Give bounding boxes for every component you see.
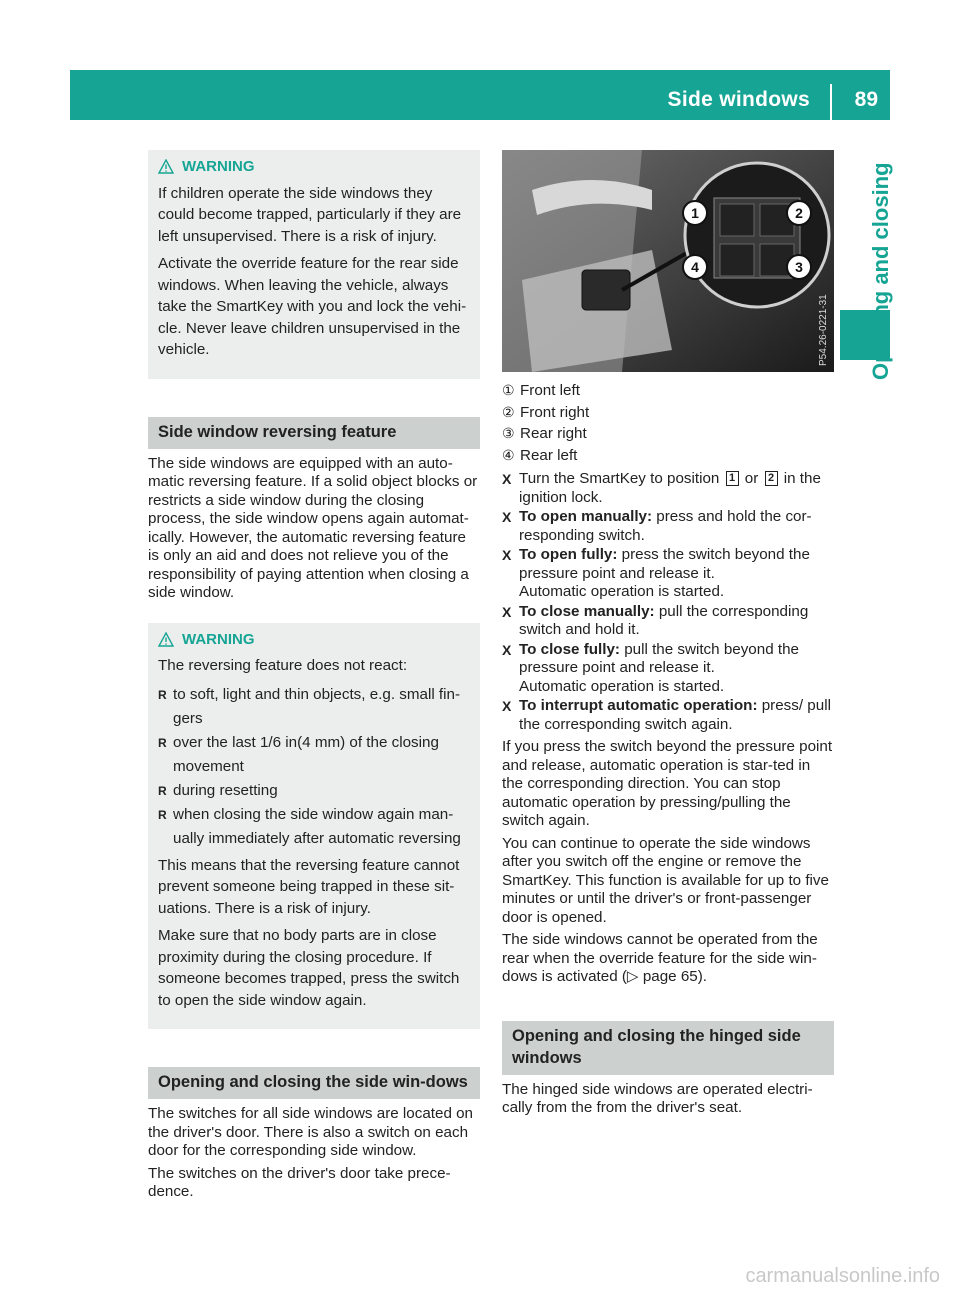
header-title: Side windows — [667, 88, 810, 111]
callout-2: 2 — [795, 205, 803, 221]
step-arrow-icon: X — [502, 547, 512, 563]
warning-label: WARNING — [182, 158, 255, 175]
photo-code: P54.26-0221-31 — [818, 294, 829, 366]
key-position-1: 1 — [726, 471, 739, 486]
list-item: R during resetting — [158, 781, 278, 799]
warning-text: The reversing feature does not react: — [158, 657, 408, 674]
right-column — [502, 150, 834, 1122]
page-number: 89 — [854, 88, 878, 111]
warning-heading — [158, 631, 470, 650]
step-item: X To open fully: press the switch beyond the pressure point and release it. Automatic operation is started. — [502, 546, 810, 600]
key-position-2: 2 — [765, 471, 778, 486]
legend-item: ① Front left — [502, 382, 580, 399]
instruction-steps — [502, 470, 834, 734]
legend-item: ③ Rear right — [502, 425, 587, 442]
body-paragraph: You can continue to operate the side windows after you switch off the engine or remove the SmartKey. This function is available for up to five minutes or until the driver's or front-passenger door is opened. — [502, 834, 829, 926]
step-arrow-icon: X — [502, 603, 512, 620]
step-arrow-icon: X — [502, 641, 512, 658]
warning-triangle-icon — [158, 632, 174, 648]
footer-watermark: carmanualsonline.info — [745, 1265, 940, 1287]
body-paragraph: The switches for all side windows are located on the driver's door. There is also a switch on each door for the corresponding side window. — [148, 1105, 474, 1159]
left-column — [148, 150, 480, 1206]
list-item: R over the last 1/6 in(4 mm) of the closing movement — [158, 733, 439, 775]
step-arrow-icon: X — [502, 471, 512, 487]
step-item: X Turn the SmartKey to position 1 or 2 in the ignition lock. — [502, 470, 821, 506]
warning-text: If children operate the side windows they could become trapped, particularly if they are left unsupervised. There is a risk of injury. — [158, 184, 462, 245]
callout-3: 3 — [795, 259, 803, 275]
list-item: R when closing the side window again man-ually immediately after automatic reversing — [158, 805, 461, 847]
body-paragraph: The side windows are equipped with an auto-matic reversing feature. If a solid object blocks or restricts a side window during the closing process, the side window opens again automat-ically. However, the automatic reversing feature is only an aid and does not relieve you of the responsibility of paying attention when closing a side window. — [148, 454, 478, 601]
warning-text: Make sure that no body parts are in close proximity during the closing procedure. If someone becomes trapped, press the switch to open the side window again. — [158, 927, 460, 1009]
step-item: X To open manually: press and hold the cor-responding switch. — [502, 508, 812, 544]
warning-text: This means that the reversing feature cannot prevent someone being trapped in these sit-uations. There is a risk of injury. — [158, 856, 460, 917]
warning-text: Activate the override feature for the rear side windows. When leaving the vehicle, always take the SmartKey with you and lock the vehi-cle. Never leave children unsupervised in the vehicle. — [158, 255, 467, 358]
step-item: X To interrupt automatic operation: press/ pull the corresponding switch again. — [502, 697, 831, 733]
legend-list — [502, 380, 834, 466]
section-heading: Side window reversing feature — [148, 417, 480, 449]
warning-triangle-icon — [158, 159, 174, 175]
warning-box — [148, 150, 480, 379]
warning-box — [148, 623, 480, 1030]
step-arrow-icon: X — [502, 698, 512, 714]
legend-item: ② Front right — [502, 403, 590, 421]
step-item: X To close fully: pull the switch beyond the pressure point and release it. Automatic operation is started. — [502, 640, 799, 695]
step-arrow-icon: X — [502, 509, 512, 525]
section-heading: Opening and closing the hinged side windows — [502, 1021, 834, 1075]
door-switch-photo — [502, 150, 834, 372]
warning-heading — [158, 158, 470, 177]
body-paragraph: If you press the switch beyond the pressure point and release, automatic operation is star-ted in the corresponding direction. You can stop automatic operation by pressing/pulling the switch again. — [502, 738, 833, 829]
warning-label: WARNING — [182, 630, 255, 648]
body-paragraph: The hinged side windows are operated electri-cally from the from the driver's seat. — [502, 1080, 813, 1116]
body-paragraph: The switches on the driver's door take prece-dence. — [148, 1164, 451, 1200]
step-item: X To close manually: pull the corresponding switch and hold it. — [502, 602, 809, 638]
header-divider — [830, 84, 832, 120]
callout-4: 4 — [691, 259, 699, 275]
body-paragraph: The side windows cannot be operated from the rear when the override feature for the side win-dows is activated (▷ page 65). — [502, 931, 818, 985]
side-chapter-label: Opening and closing — [868, 162, 893, 380]
section-heading: Opening and closing the side win-dows — [148, 1067, 480, 1099]
door-switch-illustration — [502, 150, 834, 372]
page-header — [70, 70, 890, 120]
callout-1: 1 — [691, 205, 699, 221]
legend-item: ④ Rear left — [502, 446, 578, 464]
list-item: R to soft, light and thin objects, e.g. small fin-gers — [158, 685, 461, 727]
bullet-list — [158, 683, 470, 851]
